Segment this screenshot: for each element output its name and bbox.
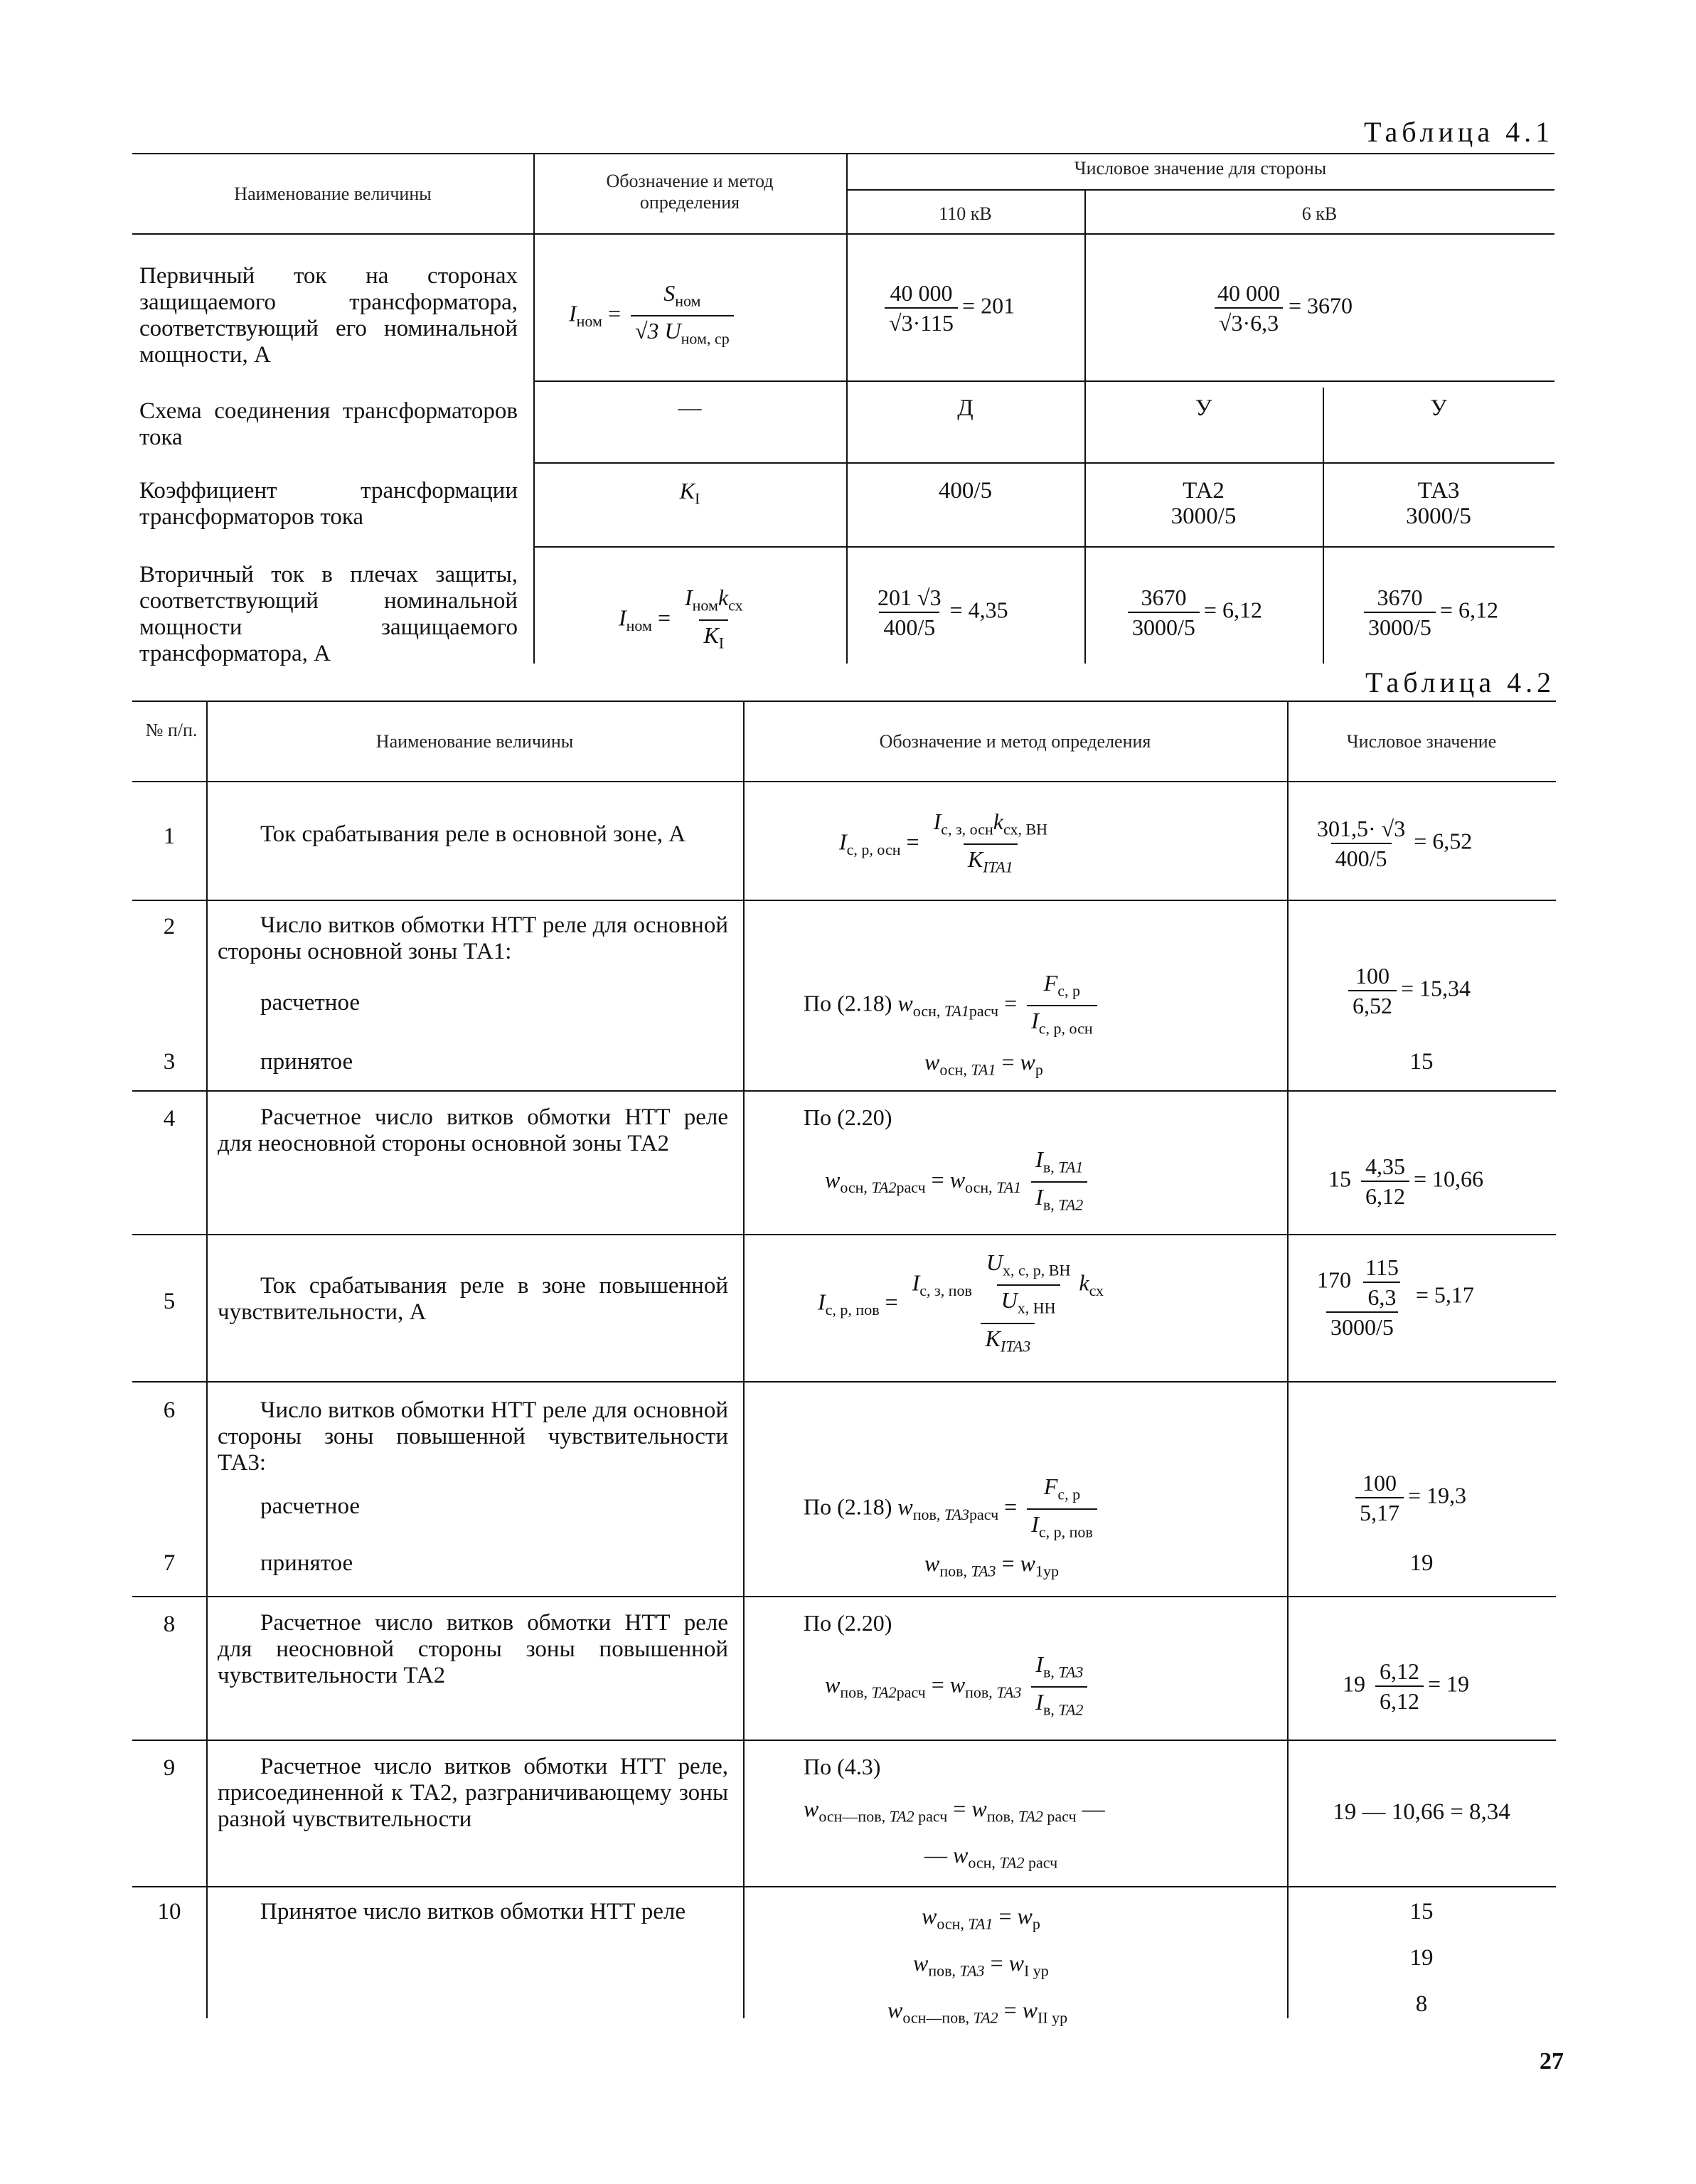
table-4-1-row-1-name: Первичный ток на сторонах защищаемого трансформатора, соответствующий его номинальной мощности, А xyxy=(139,263,518,368)
table-4-2-header-no: № п/п. xyxy=(145,720,198,740)
table-4-2-header-bottom-rule xyxy=(132,781,1556,782)
table-4-2-row-8-name: Расчетное число витков обмотки НТТ реле для неосновной стороны зоны повышенной чувствительности ТА2 xyxy=(218,1610,728,1688)
table-4-2-row-9-formula-cont: — $w_{осн, TA2 расч}$ xyxy=(924,1842,1058,1872)
table-4-1-row-2-name: Схема соединения трансформаторов тока xyxy=(139,398,518,450)
table-4-1-row-3-value-110: 400/5 xyxy=(938,478,993,504)
table-4-2-row-rule xyxy=(132,1740,1556,1741)
table-4-2-row-9-ref: По (4.3) xyxy=(804,1754,881,1779)
table-4-2-row-10-formula-3: $w_{осн—пов, TA2} = w_{II ур}$ xyxy=(887,1997,1068,2027)
table-4-2-row-5-value: 170 $\frac{115}{6,3}$ 3000/5 = 5,17 xyxy=(1317,1255,1474,1340)
table-4-1-col-rule xyxy=(1084,189,1086,664)
table-4-2-row-10-value-1: 15 xyxy=(1409,1899,1434,1924)
table-4-2-row-2-value: $\frac{100}{6,52}$ = 15,34 xyxy=(1344,962,1471,1020)
table-4-1-row-3-value-6b-label: ТА3 xyxy=(1417,478,1460,504)
table-4-1-header-method: Обозначение и метод определения xyxy=(606,171,774,213)
table-4-2-header-method: Обозначение и метод определения xyxy=(879,731,1151,752)
table-4-2-top-rule xyxy=(132,701,1556,702)
table-4-1-header-6kv: 6 кВ xyxy=(1301,203,1338,224)
table-4-2-row-7-formula: $w_{пов, TA3} = w_{1ур}$ xyxy=(924,1550,1059,1580)
table-4-1-row-2-method: — xyxy=(678,395,702,421)
table-4-2-row-10-formula-1: $w_{осн, TA1} = w_р$ xyxy=(922,1903,1040,1933)
table-4-1-header-name: Наименование величины xyxy=(234,183,432,204)
table-4-2-row-3-no: 3 xyxy=(163,1049,176,1075)
table-4-1-row-3-value-6a-ratio: 3000/5 xyxy=(1170,504,1237,529)
table-4-2-row-7-no: 7 xyxy=(163,1550,176,1576)
table-4-2-row-rule xyxy=(132,1234,1556,1235)
table-4-2-row-4-value: 15 $\frac{4,35}{6,12}$ = 10,66 xyxy=(1328,1154,1484,1209)
table-4-1-row-3-method: $K_I$ xyxy=(679,478,700,508)
table-4-2-row-6-sub: расчетное xyxy=(260,1493,361,1519)
table-4-2-header-value: Числовое значение xyxy=(1346,731,1497,752)
table-4-2-row-rule xyxy=(132,900,1556,901)
table-4-2-row-9-value: 19 — 10,66 = 8,34 xyxy=(1333,1799,1510,1825)
table-4-2-row-3-sub: принятое xyxy=(260,1049,353,1075)
table-4-2-row-6-name: Число витков обмотки НТТ реле для основной стороны зоны повышенной чувствительности ТА3: xyxy=(218,1397,728,1476)
table-4-1-row-1-formula: $I_{ном}$ = $\frac{S_{ном}}{√3 U_{ном, ср}}$ xyxy=(569,279,738,353)
table-4-2-row-rule xyxy=(132,1381,1556,1383)
table-4-2-row-10-value-3: 8 xyxy=(1415,1991,1428,2017)
table-4-2-row-2-no: 2 xyxy=(163,914,176,939)
table-4-2-row-10-no: 10 xyxy=(157,1899,181,1924)
table-4-2-caption: Таблица 4.2 xyxy=(1365,666,1556,698)
table-4-2-row-8-value: 19 $\frac{6,12}{6,12}$ = 19 xyxy=(1343,1658,1470,1714)
table-4-2-row-rule xyxy=(132,1886,1556,1887)
table-4-1-row-4-value-6b: $\frac{3670}{3000/5}$ = 6,12 xyxy=(1360,583,1498,641)
table-4-1-header-value: Числовое значение для стороны xyxy=(1074,158,1327,179)
table-4-2-row-9-name: Расчетное число витков обмотки НТТ реле, присоединенной к ТА2, разграничивающему зоны разной чувствительности xyxy=(218,1754,728,1832)
page-number: 27 xyxy=(1540,2048,1564,2074)
table-4-2-row-7-value: 19 xyxy=(1409,1550,1434,1576)
table-4-2-row-1-name: Ток срабатывания реле в основной зоне, А xyxy=(260,821,686,847)
table-4-2-row-7-sub: принятое xyxy=(260,1550,353,1576)
table-4-1-row-4-name: Вторичный ток в плечах защиты, соответствующий номинальной мощности защищаемого трансформатора, А xyxy=(139,562,518,666)
table-4-1-header-110kv: 110 кВ xyxy=(939,203,992,224)
table-4-2-col-rule xyxy=(743,701,745,2018)
table-4-2-row-5-name: Ток срабатывания реле в зоне повышенной чувствительности, А xyxy=(218,1273,728,1325)
table-4-2-row-6-value: $\frac{100}{5,17}$ = 19,3 xyxy=(1351,1469,1466,1527)
table-4-2-row-8-no: 8 xyxy=(163,1612,176,1637)
table-4-1-row-rule xyxy=(533,462,1554,464)
table-4-2-row-9-no: 9 xyxy=(163,1755,176,1781)
table-4-2-row-rule xyxy=(132,1596,1556,1597)
table-4-1-header-split-rule xyxy=(846,189,1554,191)
table-4-2-row-3-formula: $w_{осн, TA1} = w_р$ xyxy=(924,1049,1043,1079)
table-4-1-row-rule xyxy=(533,546,1554,548)
table-4-2-row-1-no: 1 xyxy=(163,824,176,849)
table-4-1-row-rule xyxy=(533,380,1554,382)
table-4-2-row-6-formula: По (2.18) $w_{пов, TA3расч}$ = $\frac{F_{с, р}}{I_{с, р, пов}}$ xyxy=(804,1472,1102,1547)
table-4-2-row-2-sub: расчетное xyxy=(260,990,361,1016)
table-4-1-row-2-value-110: Д xyxy=(957,395,974,421)
table-4-2-row-1-formula: $I_{с, р, осн}$ = $\frac{I_{с, з, осн}k_{сх, ВН}}{K_{ITA1}}$ xyxy=(839,807,1056,882)
table-4-2-row-1-value: $\frac{301,5\cdot √3}{400/5}$ = 6,52 xyxy=(1317,816,1473,871)
table-4-1-row-1-value-6: $\frac{40 000}{√3\cdot 6,3}$ = 3670 xyxy=(1209,279,1353,337)
table-4-1-row-2-value-6b: У xyxy=(1430,395,1447,421)
table-4-1-top-rule xyxy=(132,153,1554,154)
table-4-1-row-1-value-110: $\frac{40 000}{√3\cdot 115}$ = 201 xyxy=(880,279,1015,337)
table-4-1-caption: Таблица 4.1 xyxy=(1364,116,1554,148)
table-4-1-header-bottom-rule xyxy=(132,233,1554,235)
table-4-2-row-rule xyxy=(132,1090,1556,1092)
table-4-2-row-10-value-2: 19 xyxy=(1409,1945,1434,1971)
table-4-2-row-8-formula: $w_{пов, TA2расч} = w_{пов, TA3}$ $\frac{I_{в, TA3}}{I_{в, TA2}}$ xyxy=(825,1650,1092,1725)
table-4-2-row-2-name: Число витков обмотки НТТ реле для основной стороны основной зоны ТА1: xyxy=(218,912,728,964)
table-4-2-row-4-ref: По (2.20) xyxy=(804,1104,892,1130)
table-4-2-row-4-formula: $w_{осн, TA2расч} = w_{осн, TA1}$ $\frac{I_{в, TA1}}{I_{в, TA2}}$ xyxy=(825,1145,1092,1220)
table-4-2-row-4-name: Расчетное число витков обмотки НТТ реле для неосновной стороны основной зоны ТА2 xyxy=(218,1104,728,1156)
table-4-2-row-6-no: 6 xyxy=(163,1397,176,1423)
table-4-1-row-3-value-6a-label: ТА2 xyxy=(1183,478,1225,504)
table-4-2-row-5-formula: $I_{с, р, пов}$ = $I_{с, з, пов}$ $\frac{U_{х, с, р, ВН}}{U_{х, НН}}$ $k_{сх}$ $K_{ITA3}$ xyxy=(818,1248,1112,1360)
table-4-2-header-name: Наименование величины xyxy=(375,731,574,752)
table-4-1-row-4-value-6a: $\frac{3670}{3000/5}$ = 6,12 xyxy=(1124,583,1262,641)
table-4-1-row-4-formula: $I_{ном}$ = $\frac{I_{ном}k_{сх}}{K_I}$ xyxy=(619,583,752,658)
table-4-2-row-9-formula: $w_{осн—пов, TA2 расч} = w_{пов, TA2 расч}$ — xyxy=(804,1796,1105,1826)
table-4-2-row-4-no: 4 xyxy=(163,1106,176,1131)
table-4-2-row-8-ref: По (2.20) xyxy=(804,1610,892,1636)
table-4-2-row-2-formula: По (2.18) $w_{осн, TA1расч}$ = $\frac{F_{с, р}}{I_{с, р, осн}}$ xyxy=(804,969,1102,1043)
table-4-2-row-5-no: 5 xyxy=(163,1289,176,1314)
table-4-1-row-3-value-6b-ratio: 3000/5 xyxy=(1406,504,1471,529)
table-4-2-row-10-name: Принятое число витков обмотки НТТ реле xyxy=(260,1899,686,1924)
table-4-2-row-3-value: 15 xyxy=(1409,1049,1434,1075)
table-4-1-row-2-value-6a: У xyxy=(1195,395,1212,421)
table-4-2-row-10-formula-2: $w_{пов, TA3} = w_{I ур}$ xyxy=(913,1950,1049,1980)
table-4-1-row-4-value-110: $\frac{201 √3}{400/5}$ = 4,35 xyxy=(878,585,1008,640)
table-4-2-col-rule xyxy=(206,701,208,2018)
table-4-1-row-3-name: Коэффициент трансформации трансформаторов тока xyxy=(139,478,518,530)
